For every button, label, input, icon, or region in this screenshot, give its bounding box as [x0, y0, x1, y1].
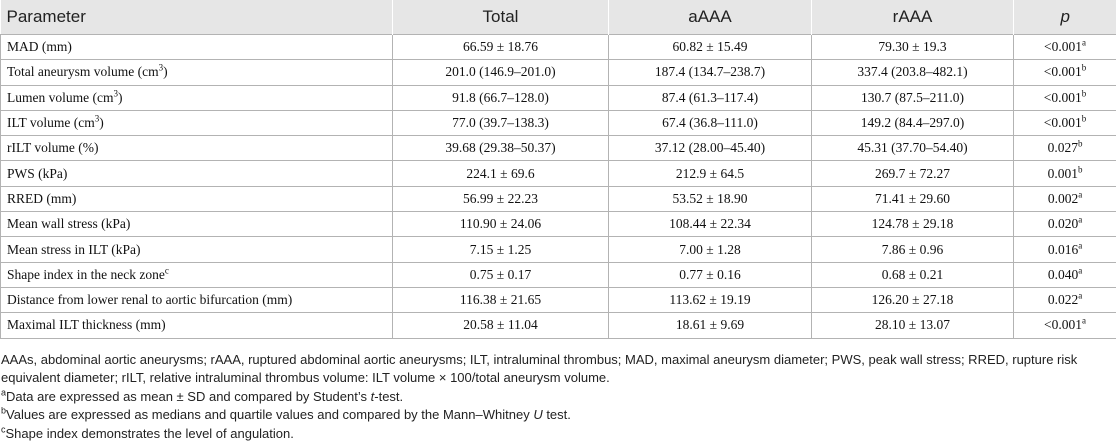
cell-raaa: 0.68 ± 0.21 — [812, 262, 1014, 287]
table-row — [1, 60, 1116, 85]
cell-aaaa: 60.82 ± 15.49 — [609, 35, 812, 60]
header-row — [1, 0, 1116, 35]
cell-aaaa: 67.4 (36.8–111.0) — [609, 110, 812, 135]
cell-parameter: Shape index in the neck zone$^c$ — [1, 262, 393, 287]
cell-p-value: 0.002$^a$ — [1014, 186, 1116, 211]
cell-raaa: 7.86 ± 0.96 — [812, 237, 1014, 262]
cell-p-value: <0.001$^b$ — [1014, 110, 1116, 135]
cell-parameter: PWS (kPa) — [1, 161, 393, 186]
cell-raaa: 337.4 (203.8–482.1) — [812, 60, 1014, 85]
cell-p-value: 0.001$^b$ — [1014, 161, 1116, 186]
table-row — [1, 110, 1116, 135]
footnote-a: $^a$Data are expressed as mean ± SD and compared by Student’s t-test. — [1, 387, 404, 404]
cell-raaa: 79.30 ± 19.3 — [812, 35, 1014, 60]
cell-p-value: <0.001$^a$ — [1014, 313, 1116, 338]
cell-raaa: 124.78 ± 29.18 — [812, 212, 1014, 237]
cell-parameter: Distance from lower renal to aortic bifurcation (mm) — [1, 287, 393, 312]
header-total: Total — [393, 0, 609, 35]
cell-raaa: 269.7 ± 72.27 — [812, 161, 1014, 186]
footnote-b: $^b$Values are expressed as medians and quartile values and compared by the Mann–Whitney U test. — [1, 405, 571, 423]
cell-parameter: Mean stress in ILT (kPa) — [1, 237, 393, 262]
header-p: p — [1014, 0, 1116, 35]
cell-aaaa: 18.61 ± 9.69 — [609, 313, 812, 338]
cell-total: 77.0 (39.7–138.3) — [393, 110, 609, 135]
table-row — [1, 237, 1116, 262]
cell-total: 91.8 (66.7–128.0) — [393, 85, 609, 110]
cell-aaaa: 7.00 ± 1.28 — [609, 237, 812, 262]
cell-total: 7.15 ± 1.25 — [393, 237, 609, 262]
cell-total: 39.68 (29.38–50.37) — [393, 136, 609, 161]
table-row — [1, 313, 1116, 338]
cell-p-value: <0.001$^a$ — [1014, 35, 1116, 60]
table-row — [1, 186, 1116, 211]
cell-aaaa: 87.4 (61.3–117.4) — [609, 85, 812, 110]
table-row — [1, 35, 1116, 60]
cell-parameter: Lumen volume $(cm^3)$ — [1, 85, 393, 110]
table-row — [1, 85, 1116, 110]
header-parameter: Parameter — [1, 0, 393, 35]
cell-total: 116.38 ± 21.65 — [393, 287, 609, 312]
cell-aaaa: 108.44 ± 22.34 — [609, 212, 812, 237]
table-footnotes — [0, 351, 1116, 444]
cell-p-value: 0.022$^a$ — [1014, 287, 1116, 312]
table-row — [1, 212, 1116, 237]
cell-p-value: <0.001$^b$ — [1014, 60, 1116, 85]
cell-aaaa: 113.62 ± 19.19 — [609, 287, 812, 312]
cell-raaa: 149.2 (84.4–297.0) — [812, 110, 1014, 135]
cell-aaaa: 212.9 ± 64.5 — [609, 161, 812, 186]
cell-p-value: 0.020$^a$ — [1014, 212, 1116, 237]
footnote-c: $^c$Shape index demonstrates the level of angulation. — [1, 424, 294, 441]
cell-aaaa: 37.12 (28.00–45.40) — [609, 136, 812, 161]
cell-total: 56.99 ± 22.23 — [393, 186, 609, 211]
cell-raaa: 130.7 (87.5–211.0) — [812, 85, 1014, 110]
table-row — [1, 262, 1116, 287]
header-raaa: rAAA — [812, 0, 1014, 35]
table-body — [1, 35, 1116, 339]
footnote-abbreviations: AAAs, abdominal aortic aneurysms; rAAA, ruptured abdominal aortic aneurysms; ILT, intraluminal thrombus; MAD, maximal aneurysm diameter; PWS, peak wall stress; RRED, rupture risk equivalent diameter; rILT, relative intraluminal thrombus volume: ILT volume × 100/total aneurysm volume. — [1, 351, 1078, 386]
cell-parameter: Mean wall stress (kPa) — [1, 212, 393, 237]
cell-total: 201.0 (146.9–201.0) — [393, 60, 609, 85]
cell-total: 110.90 ± 24.06 — [393, 212, 609, 237]
cell-aaaa: 0.77 ± 0.16 — [609, 262, 812, 287]
cell-p-value: 0.040$^a$ — [1014, 262, 1116, 287]
cell-parameter: rILT volume (%) — [1, 136, 393, 161]
cell-raaa: 28.10 ± 13.07 — [812, 313, 1014, 338]
cell-parameter: ILT volume $(cm^3)$ — [1, 110, 393, 135]
cell-raaa: 71.41 ± 29.60 — [812, 186, 1014, 211]
cell-total: 224.1 ± 69.6 — [393, 161, 609, 186]
cell-total: 66.59 ± 18.76 — [393, 35, 609, 60]
header-aaaa: aAAA — [609, 0, 812, 35]
cell-parameter: Maximal ILT thickness (mm) — [1, 313, 393, 338]
cell-total: 0.75 ± 0.17 — [393, 262, 609, 287]
cell-p-value: 0.027$^b$ — [1014, 136, 1116, 161]
table-row — [1, 161, 1116, 186]
cell-raaa: 45.31 (37.70–54.40) — [812, 136, 1014, 161]
cell-p-value: 0.016$^a$ — [1014, 237, 1116, 262]
cell-parameter: RRED (mm) — [1, 186, 393, 211]
cell-aaaa: 187.4 (134.7–238.7) — [609, 60, 812, 85]
cell-p-value: <0.001$^b$ — [1014, 85, 1116, 110]
cell-raaa: 126.20 ± 27.18 — [812, 287, 1014, 312]
cell-parameter: Total aneurysm volume $(cm^3)$ — [1, 60, 393, 85]
cell-aaaa: 53.52 ± 18.90 — [609, 186, 812, 211]
table-row — [1, 287, 1116, 312]
cell-total: 20.58 ± 11.04 — [393, 313, 609, 338]
cell-parameter: MAD (mm) — [1, 35, 393, 60]
table-row — [1, 136, 1116, 161]
